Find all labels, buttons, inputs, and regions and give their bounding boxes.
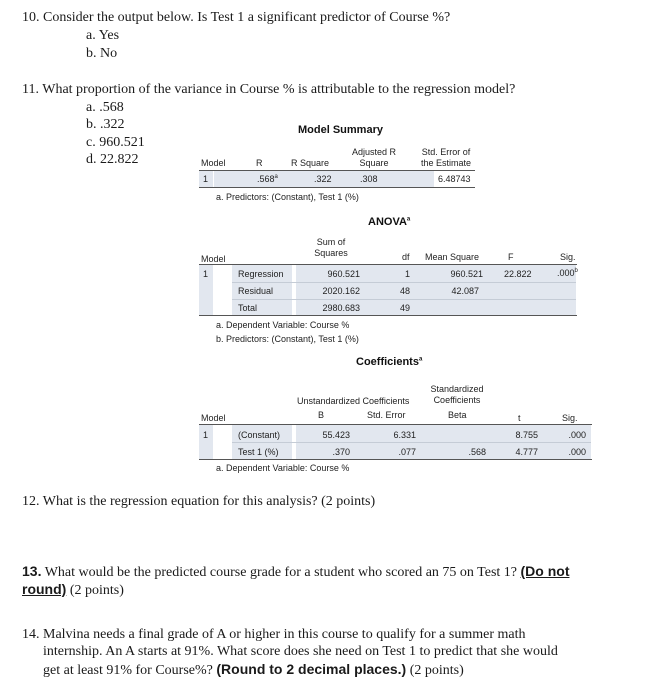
coefficients-title-sup: a [418,356,423,363]
anova-cell-ss: 960.521 [327,269,360,279]
ms-cell-model: 1 [203,174,209,184]
anova-cell-df: 48 [399,286,410,296]
ms-header-r: R [256,158,263,168]
q11-option-c[interactable]: c. 960.521 [86,135,145,150]
anova-footnote-b: b. Predictors: (Constant), Test 1 (%) [216,334,359,344]
coef-cell-se: 6.331 [393,430,416,440]
coef-cell-beta: .568 [468,447,486,457]
coef-cell-b: 55.423 [322,430,350,440]
q13-emphasis-2: round) [22,581,67,597]
coef-header-std-2: Coefficients [433,395,481,405]
coef-footnote: a. Dependent Variable: Course % [216,463,350,473]
anova-header-f: F [508,252,514,262]
question-11-text: 11. What proportion of the variance in Course % is attributable to the regression model? [22,82,516,97]
anova-model-number: 1 [203,269,209,279]
coef-model-number: 1 [203,430,209,440]
q14-points: (2 points) [406,663,464,678]
anova-row-divider-2 [232,299,576,300]
ms-cell-r-sup: a [274,174,278,180]
anova-title: ANOVA [368,216,407,228]
anova-header-df: df [402,252,410,262]
anova-footnote-a: a. Dependent Variable: Course % [216,320,350,330]
coef-cell-sig: .000 [568,447,586,457]
anova-cell-df: 1 [404,269,410,279]
ms-header-model: Model [201,158,226,168]
anova-cell-ms: 960.521 [450,269,483,279]
ms-header-adjr-1: Adjusted R [351,147,397,157]
ms-header-rule [199,170,475,171]
coef-cell-se: .077 [398,447,416,457]
coef-row-label: Test 1 (%) [238,447,279,457]
anova-row-divider-1 [232,282,576,283]
model-summary-title: Model Summary [298,124,383,136]
anova-cell-ss: 2020.162 [322,286,360,296]
q13-number: 13. [22,563,42,579]
coef-cell-sig: .000 [568,430,586,440]
coef-header-t: t [518,413,521,423]
q14-emphasis: (Round to 2 decimal places.) [216,661,407,677]
ms-header-rsquare: R Square [291,158,330,168]
anova-cell-ms: 42.087 [451,286,479,296]
anova-header-sig: Sig. [560,252,576,262]
anova-header-ss-1: Sum of [316,237,346,247]
anova-header-ms: Mean Square [425,252,480,262]
q11-option-b[interactable]: b. .322 [86,117,125,132]
coef-header-beta: Beta [448,410,467,420]
coef-row-divider [232,442,591,443]
coef-header-unstd: Unstandardized Coefficients [297,396,410,406]
anova-title-sup: a [406,216,411,223]
ms-footnote: a. Predictors: (Constant), Test 1 (%) [216,192,359,202]
q14-line-1: 14. Malvina needs a final grade of A or higher in this course to qualify for a summer math [22,627,526,642]
anova-bottom-rule [199,315,577,316]
coef-row-label: (Constant) [238,430,281,440]
coef-header-model: Model [201,413,226,423]
q11-option-d[interactable]: d. 22.822 [86,152,139,167]
ms-cell-se: 6.48743 [438,174,471,184]
ms-cell-r: .568 [257,174,275,184]
anova-header-model: Model [201,254,226,264]
ms-bottom-rule [199,187,475,188]
coef-cell-t: 4.777 [515,447,538,457]
anova-cell-ss: 2980.683 [322,303,360,313]
question-10-text: 10. Consider the output below. Is Test 1 a significant predictor of Course %? [22,10,451,25]
coef-header-b: B [318,410,325,420]
q13-text: What would be the predicted course grade for a student who scored an 75 on Test 1? [41,565,521,580]
q13-points: (2 points) [66,583,124,598]
q13-emphasis-1: (Do not [520,563,570,579]
coefficients-title: Coefficients [356,356,419,368]
ms-header-se-1: Std. Error of [421,147,471,157]
ms-header-adjr-2: Square [359,158,389,168]
q14-line-3: get at least 91% for Course%? [43,663,217,678]
anova-row-label: Total [238,303,258,313]
anova-header-ss-2: Squares [314,248,348,258]
anova-cell-sig: .000 [557,268,575,278]
coef-header-std-1: Standardized [430,384,484,394]
ms-header-se-2: the Estimate [420,158,472,168]
q10-option-b[interactable]: b. No [86,46,118,61]
coef-header-se: Std. Error [367,410,406,420]
anova-row-label: Residual [238,286,274,296]
anova-cell-f: 22.822 [504,269,532,279]
question-13 [22,563,642,599]
q11-option-a[interactable]: a. .568 [86,100,124,115]
anova-row-label: Regression [238,269,284,279]
ms-cell-rsquare: .322 [314,174,332,184]
question-12-text: 12. What is the regression equation for this analysis? (2 points) [22,494,376,509]
coef-bottom-rule [199,459,592,460]
q14-line-2: internship. An A starts at 91%. What score does she need on Test 1 to predict that she would [43,644,558,659]
coef-cell-t: 8.755 [515,430,538,440]
coef-header-sig: Sig. [562,413,578,423]
anova-cell-df: 49 [399,303,410,313]
coef-cell-b: .370 [332,447,350,457]
ms-cell-adjr: .308 [360,174,378,184]
q10-option-a[interactable]: a. Yes [86,28,120,43]
anova-cell-sig-sup: b [574,268,578,274]
